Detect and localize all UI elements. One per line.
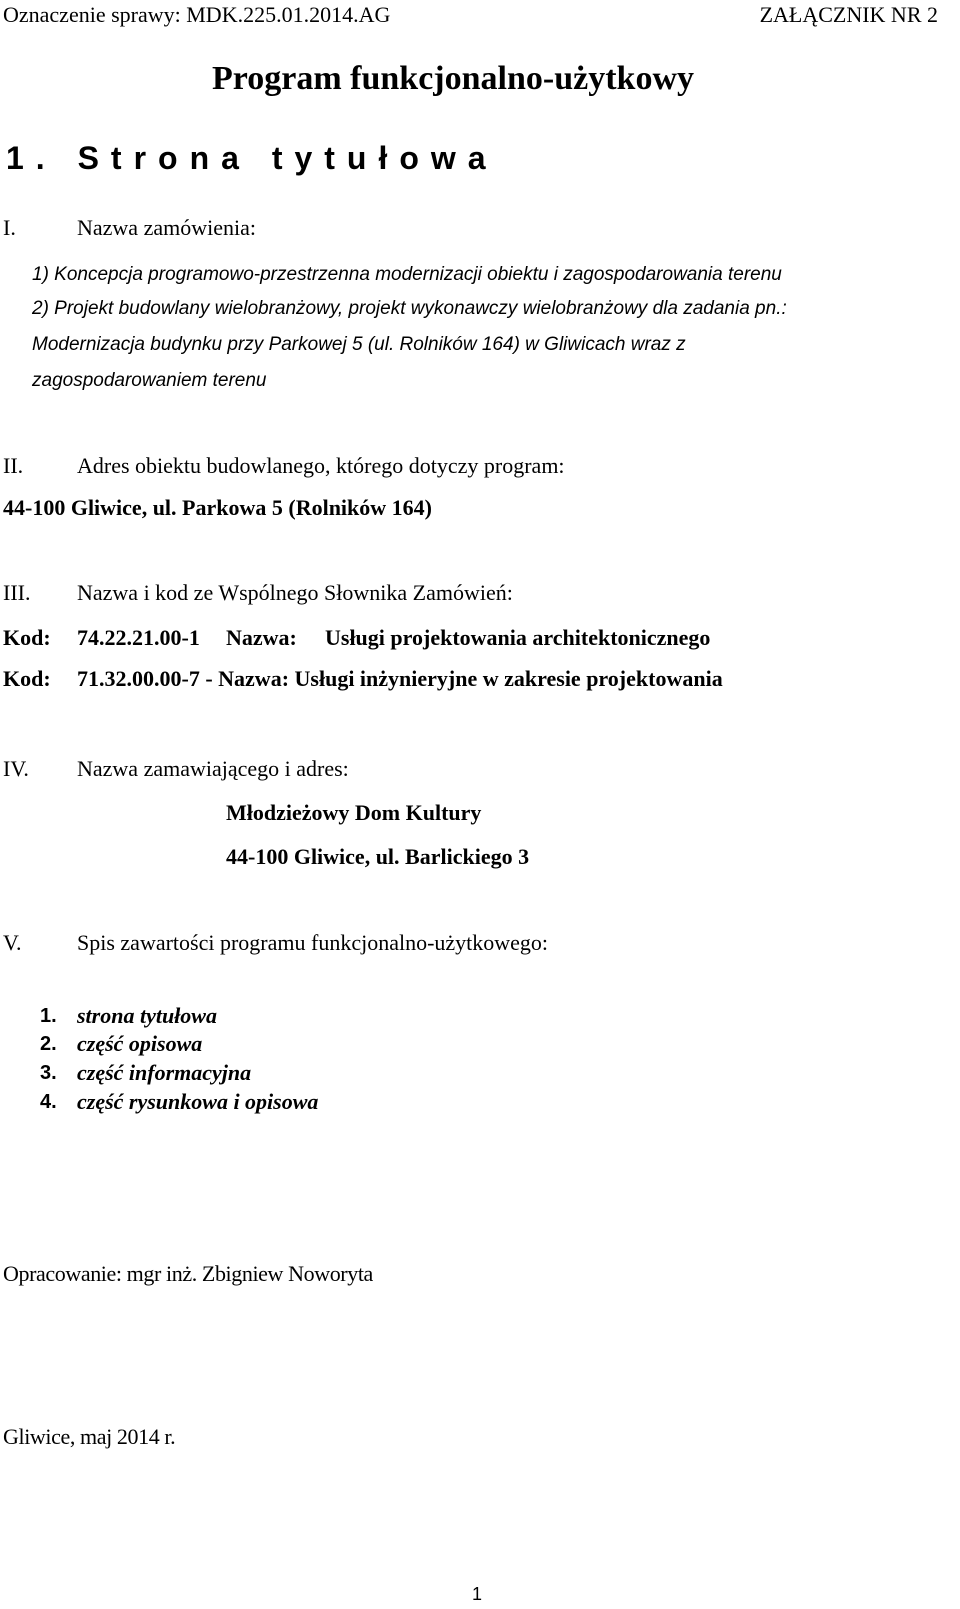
toc-item-text: część opisowa: [77, 1031, 203, 1056]
cpv-kod-label: Kod:: [3, 625, 51, 650]
cpv-nazwa-label: Nazwa:: [226, 625, 297, 650]
toc-item-text: część rysunkowa i opisowa: [77, 1089, 319, 1114]
section-iv-number: IV.: [3, 756, 29, 781]
order-name-line-1: 1) Koncepcja programowo-przestrzenna modernizacji obiektu i zagospodarowania terenu: [32, 264, 782, 285]
attachment-label: ZAŁĄCZNIK NR 2: [759, 2, 938, 27]
toc-item-text: część informacyjna: [77, 1060, 252, 1085]
order-name-line-3: Modernizacja budynku przy Parkowej 5 (ul. Rolników 164) w Gliwicach wraz z: [32, 334, 686, 355]
cpv-kod-label: Kod:: [3, 666, 51, 691]
case-reference: Oznaczenie sprawy: MDK.225.01.2014.AG: [3, 2, 391, 27]
toc-item-number: 2.: [40, 1033, 57, 1055]
section-ii-number: II.: [3, 453, 24, 478]
order-name-line-2: 2) Projekt budowlany wielobranżowy, projekt wykonawczy wielobranżowy dla zadania pn.:: [32, 298, 787, 319]
order-name-line-4: zagospodarowaniem terenu: [32, 370, 267, 391]
toc-item-number: 4.: [40, 1091, 57, 1113]
section-v-label: Spis zawartości programu funkcjonalno-użytkowego:: [77, 930, 549, 955]
section-v-number: V.: [3, 930, 22, 955]
section-i-number: I.: [3, 215, 16, 240]
section-iii-number: III.: [3, 580, 31, 605]
client-name: Młodzieżowy Dom Kultury: [226, 800, 482, 825]
place-and-date: Gliwice, maj 2014 r.: [3, 1424, 176, 1449]
toc-item-number: 1.: [40, 1005, 57, 1027]
cpv-code: 74.22.21.00-1: [77, 625, 200, 650]
toc-item-text: strona tytułowa: [77, 1003, 217, 1028]
document-title: Program funkcjonalno-użytkowy: [212, 60, 694, 97]
cpv-name: Usługi projektowania architektonicznego: [325, 625, 711, 650]
section-iii-label: Nazwa i kod ze Wspólnego Słownika Zamówień:: [77, 580, 513, 605]
prepared-by: Opracowanie: mgr inż. Zbigniew Noworyta: [3, 1261, 373, 1286]
page-number: 1: [472, 1584, 483, 1604]
toc-item-number: 3.: [40, 1062, 57, 1084]
section-i-label: Nazwa zamówienia:: [77, 215, 256, 240]
client-address: 44-100 Gliwice, ul. Barlickiego 3: [226, 844, 530, 869]
section-iv-label: Nazwa zamawiającego i adres:: [77, 756, 349, 781]
cpv-code-entry: 71.32.00.00-7 - Nazwa: Usługi inżynieryjne w zakresie projektowania: [77, 666, 723, 691]
building-address: 44-100 Gliwice, ul. Parkowa 5 (Rolników 164): [3, 495, 432, 520]
section-heading: 1. Strona tytułowa: [6, 140, 498, 176]
section-ii-label: Adres obiektu budowlanego, którego dotyczy program:: [77, 453, 565, 478]
